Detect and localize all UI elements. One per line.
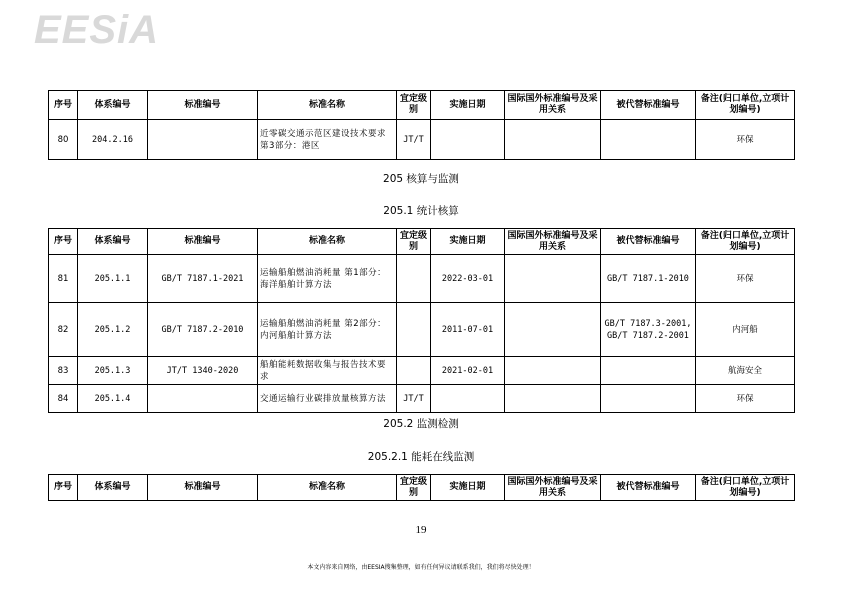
header-no: 序号	[49, 229, 78, 255]
cell-standard-name: 运输船舶燃油消耗量 第1部分：海洋船舶计算方法	[258, 255, 397, 303]
cell-remark: 航海安全	[696, 357, 795, 385]
cell-standard-code	[148, 120, 258, 160]
header-level: 宜定级别	[397, 91, 431, 120]
header-remark: 备注(归口单位,立项计划编号)	[696, 229, 795, 255]
cell-remark: 内河船	[696, 303, 795, 357]
header-date: 实施日期	[431, 91, 505, 120]
cell-date	[431, 385, 505, 413]
header-level: 宜定级别	[397, 475, 431, 501]
cell-system-code: 204.2.16	[78, 120, 148, 160]
header-standard-code: 标准编号	[148, 229, 258, 255]
header-replaced: 被代替标准编号	[601, 229, 696, 255]
cell-level	[397, 357, 431, 385]
standards-table-3	[48, 474, 795, 501]
cell-no: 84	[49, 385, 78, 413]
cell-level: JT/T	[397, 385, 431, 413]
cell-intl	[505, 120, 601, 160]
table-header-row	[49, 91, 795, 120]
cell-standard-code: GB/T 7187.2-2010	[148, 303, 258, 357]
section-205-2-heading: 205.2 监测检测	[383, 418, 459, 430]
cell-standard-code	[148, 385, 258, 413]
cell-system-code: 205.1.2	[78, 303, 148, 357]
cell-no: 82	[49, 303, 78, 357]
header-intl: 国际国外标准编号及采用关系	[505, 91, 601, 120]
cell-date: 2011-07-01	[431, 303, 505, 357]
cell-date: 2021-02-01	[431, 357, 505, 385]
cell-no: 80	[49, 120, 78, 160]
section-205-2-1-heading: 205.2.1 能耗在线监测	[367, 451, 475, 463]
cell-standard-name: 运输船舶燃油消耗量 第2部分：内河船舶计算方法	[258, 303, 397, 357]
cell-intl	[505, 357, 601, 385]
cell-standard-name: 交通运输行业碳排放量核算方法	[258, 385, 397, 413]
table-row	[49, 385, 795, 413]
cell-no: 81	[49, 255, 78, 303]
cell-replaced	[601, 385, 696, 413]
cell-intl	[505, 303, 601, 357]
cell-standard-code: JT/T 1340-2020	[148, 357, 258, 385]
header-replaced: 被代替标准编号	[601, 91, 696, 120]
cell-remark: 环保	[696, 255, 795, 303]
header-remark: 备注(归口单位,立项计划编号)	[696, 91, 795, 120]
table-header-row	[49, 475, 795, 501]
page-number: 19	[415, 524, 427, 536]
cell-system-code: 205.1.4	[78, 385, 148, 413]
header-date: 实施日期	[431, 229, 505, 255]
cell-standard-name: 船舶能耗数据收集与报告技术要求	[258, 357, 397, 385]
cell-replaced	[601, 357, 696, 385]
header-level: 宜定级别	[397, 229, 431, 255]
header-intl: 国际国外标准编号及采用关系	[505, 229, 601, 255]
header-no: 序号	[49, 475, 78, 501]
cell-date: 2022-03-01	[431, 255, 505, 303]
cell-no: 83	[49, 357, 78, 385]
cell-replaced	[601, 120, 696, 160]
header-date: 实施日期	[431, 475, 505, 501]
cell-intl	[505, 255, 601, 303]
standards-table-2	[48, 228, 795, 413]
table-row	[49, 303, 795, 357]
header-intl: 国际国外标准编号及采用关系	[505, 475, 601, 501]
cell-intl	[505, 385, 601, 413]
cell-level	[397, 255, 431, 303]
footer-disclaimer: 本文内容来自网络，由EESIA搜集整理，如有任何异议请联系我们，我们将尽快处理！	[307, 564, 535, 571]
header-standard-name: 标准名称	[258, 91, 397, 120]
table-row	[49, 120, 795, 160]
eesia-logo: EESiA	[34, 8, 160, 52]
header-standard-code: 标准编号	[148, 475, 258, 501]
cell-system-code: 205.1.1	[78, 255, 148, 303]
header-system-code: 体系编号	[78, 229, 148, 255]
cell-standard-code: GB/T 7187.1-2021	[148, 255, 258, 303]
table-row	[49, 255, 795, 303]
cell-date	[431, 120, 505, 160]
cell-replaced: GB/T 7187.1-2010	[601, 255, 696, 303]
header-standard-name: 标准名称	[258, 475, 397, 501]
header-standard-name: 标准名称	[258, 229, 397, 255]
header-replaced: 被代替标准编号	[601, 475, 696, 501]
section-205-heading: 205 核算与监测	[383, 173, 459, 185]
header-no: 序号	[49, 91, 78, 120]
cell-system-code: 205.1.3	[78, 357, 148, 385]
header-system-code: 体系编号	[78, 91, 148, 120]
header-system-code: 体系编号	[78, 475, 148, 501]
standards-table-1	[48, 90, 795, 160]
section-205-1-heading: 205.1 统计核算	[383, 205, 459, 217]
cell-standard-name: 近零碳交通示范区建设技术要求 第3部分：港区	[258, 120, 397, 160]
table-row	[49, 357, 795, 385]
cell-remark: 环保	[696, 120, 795, 160]
header-remark: 备注(归口单位,立项计划编号)	[696, 475, 795, 501]
table-header-row	[49, 229, 795, 255]
cell-replaced: GB/T 7187.3-2001, GB/T 7187.2-2001	[601, 303, 696, 357]
cell-level	[397, 303, 431, 357]
header-standard-code: 标准编号	[148, 91, 258, 120]
cell-remark: 环保	[696, 385, 795, 413]
cell-level: JT/T	[397, 120, 431, 160]
